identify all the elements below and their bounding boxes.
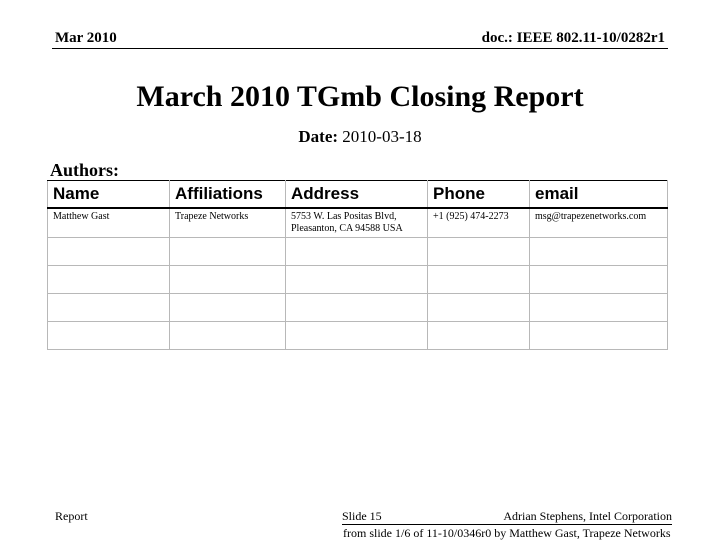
header-rule	[52, 48, 668, 49]
footer-source: from slide 1/6 of 11-10/0346r0 by Matthew Gast, Trapeze Networks	[343, 526, 671, 540]
table-row	[48, 322, 668, 350]
empty-cell	[286, 322, 428, 350]
empty-cell	[286, 266, 428, 294]
column-header-affiliations: Affiliations	[170, 181, 286, 209]
authors-label: Authors:	[50, 160, 120, 180]
header-date: Mar 2010	[55, 30, 117, 46]
table-row	[48, 238, 668, 266]
address-line-1: 5753 W. Las Positas Blvd,	[291, 211, 397, 222]
footer-slide-number: Slide 15	[342, 509, 382, 523]
date-line	[0, 127, 720, 147]
authors-table	[47, 180, 668, 350]
empty-cell	[530, 322, 668, 350]
empty-cell	[170, 266, 286, 294]
empty-cell	[428, 266, 530, 294]
column-header-name: Name	[48, 181, 170, 209]
cell-address	[286, 208, 428, 238]
date-label: Date:	[298, 127, 339, 146]
table-header-row	[48, 181, 668, 209]
table-row	[48, 294, 668, 322]
table-row	[48, 208, 668, 238]
empty-cell	[530, 266, 668, 294]
footer-report: Report	[55, 509, 88, 523]
header-doc-id: doc.: IEEE 802.11-10/0282r1	[481, 30, 665, 46]
cell-email: msg@trapezenetworks.com	[530, 208, 668, 238]
cell-name: Matthew Gast	[48, 208, 170, 238]
empty-cell	[530, 238, 668, 266]
cell-phone: +1 (925) 474-2273	[428, 208, 530, 238]
slide-title: March 2010 TGmb Closing Report	[136, 80, 584, 113]
column-header-phone: Phone	[428, 181, 530, 209]
footer-author: Adrian Stephens, Intel Corporation	[503, 509, 672, 523]
column-header-email: email	[530, 181, 668, 209]
empty-cell	[170, 238, 286, 266]
empty-cell	[428, 238, 530, 266]
table-row	[48, 266, 668, 294]
date-value: 2010-03-18	[342, 127, 422, 146]
column-header-address: Address	[286, 181, 428, 209]
cell-affiliation: Trapeze Networks	[170, 208, 286, 238]
empty-cell	[48, 294, 170, 322]
empty-cell	[48, 238, 170, 266]
empty-cell	[286, 294, 428, 322]
empty-cell	[530, 294, 668, 322]
empty-cell	[428, 322, 530, 350]
empty-cell	[170, 294, 286, 322]
empty-cell	[286, 238, 428, 266]
empty-cell	[170, 322, 286, 350]
empty-cell	[48, 322, 170, 350]
empty-cell	[48, 266, 170, 294]
empty-cell	[428, 294, 530, 322]
address-line-2: Pleasanton, CA 94588 USA	[291, 223, 403, 234]
footer-rule	[342, 524, 672, 525]
